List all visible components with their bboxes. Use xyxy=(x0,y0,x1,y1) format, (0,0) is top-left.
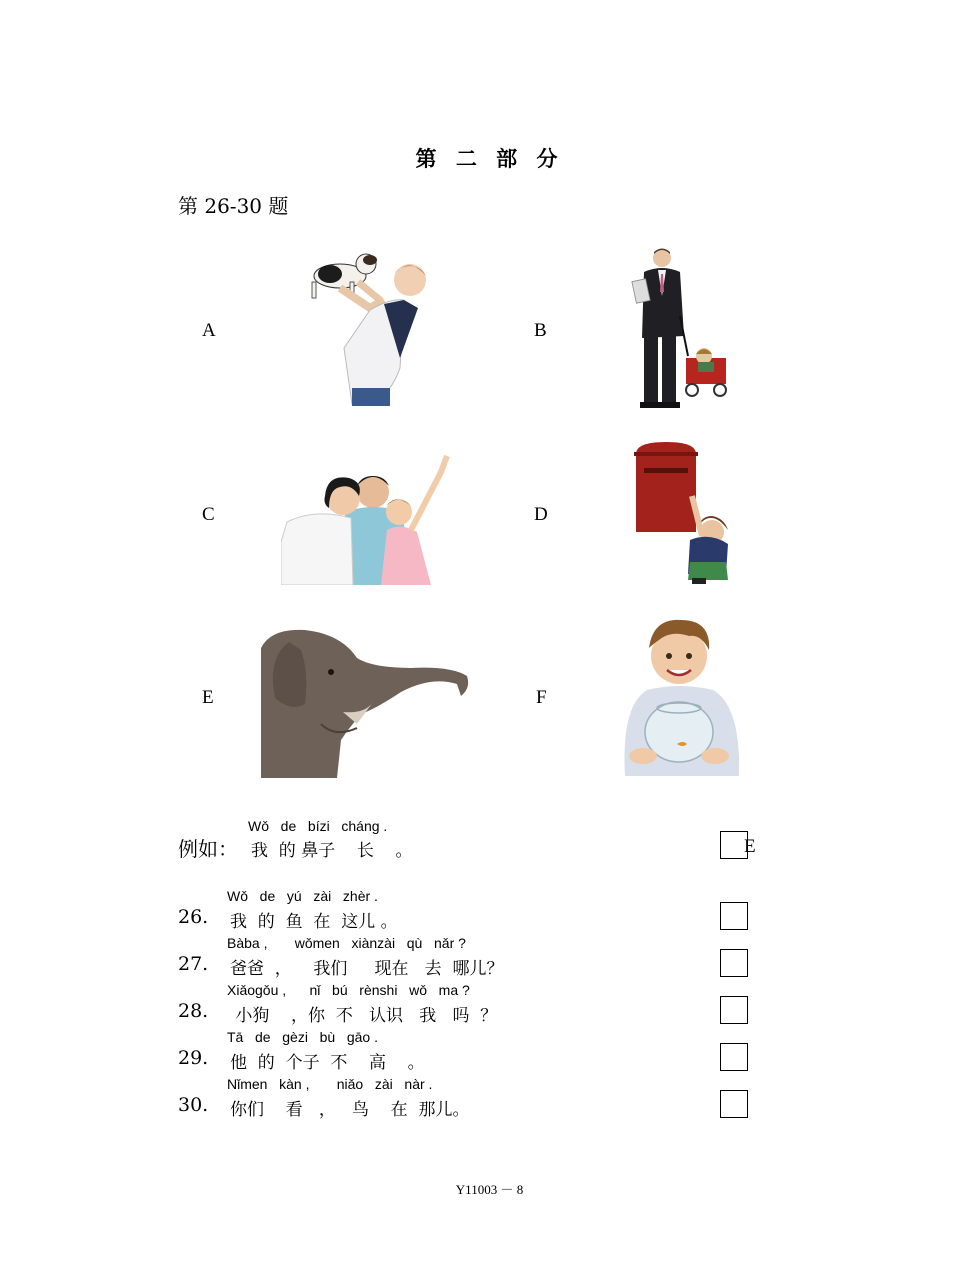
question-pinyin: Nǐmen kàn , niǎo zài nàr . xyxy=(227,1076,433,1092)
question-number: 27. xyxy=(178,953,209,975)
question-pinyin: Xiǎogǒu , nǐ bú rènshi wǒ ma ? xyxy=(227,982,470,998)
question-range: 第 26-30 题 xyxy=(178,194,289,218)
boy-holding-fishbowl-image xyxy=(617,616,745,776)
picture-letter-c: C xyxy=(202,504,215,525)
question-sentence: 他 的 个子 不 高 。 xyxy=(230,1053,425,1073)
question-sentence: 你们 看 ， 鸟 在 那儿。 xyxy=(230,1100,470,1120)
picture-letter-d: D xyxy=(534,504,548,525)
man-pulling-wagon-image xyxy=(630,246,730,412)
question-number: 30. xyxy=(178,1094,209,1116)
example-pinyin: Wǒ de bízi cháng . xyxy=(248,818,388,834)
question-pinyin: Wǒ de yú zài zhèr . xyxy=(227,888,378,904)
child-at-mailbox-image xyxy=(632,440,730,584)
picture-letter-b: B xyxy=(534,320,547,341)
picture-letter-f: F xyxy=(536,687,547,708)
section-title: 第 二 部 分 xyxy=(415,147,564,171)
answer-box-30[interactable] xyxy=(720,1090,748,1118)
example-answer: E xyxy=(744,836,756,857)
picture-letter-a: A xyxy=(202,320,216,341)
question-number: 29. xyxy=(178,1047,209,1069)
answer-box-29[interactable] xyxy=(720,1043,748,1071)
question-number: 28. xyxy=(178,1000,209,1022)
question-sentence: 小狗 ，你 不 认识 我 吗 ？ xyxy=(230,1006,498,1026)
elephant-image xyxy=(261,628,471,778)
boy-holding-puppy-image xyxy=(300,248,432,408)
answer-box-27[interactable] xyxy=(720,949,748,977)
picture-letter-e: E xyxy=(202,687,214,708)
example-sentence: 我 的 鼻子 长 。 xyxy=(251,841,413,861)
question-sentence: 我 的 鱼 在 这儿 。 xyxy=(230,912,398,932)
family-pointing-up-image xyxy=(281,452,453,585)
answer-box-28[interactable] xyxy=(720,996,748,1024)
answer-box-26[interactable] xyxy=(720,902,748,930)
example-label: 例如： xyxy=(178,837,238,861)
question-number: 26. xyxy=(178,906,209,928)
question-pinyin: Bàba , wǒmen xiànzài qù nǎr ? xyxy=(227,935,466,951)
question-pinyin: Tā de gèzi bù gāo . xyxy=(227,1029,378,1045)
page-footer: Y11003 － 8 xyxy=(455,1182,524,1197)
question-sentence: 爸爸 ， 我们 现在 去 哪儿？ xyxy=(230,959,504,979)
